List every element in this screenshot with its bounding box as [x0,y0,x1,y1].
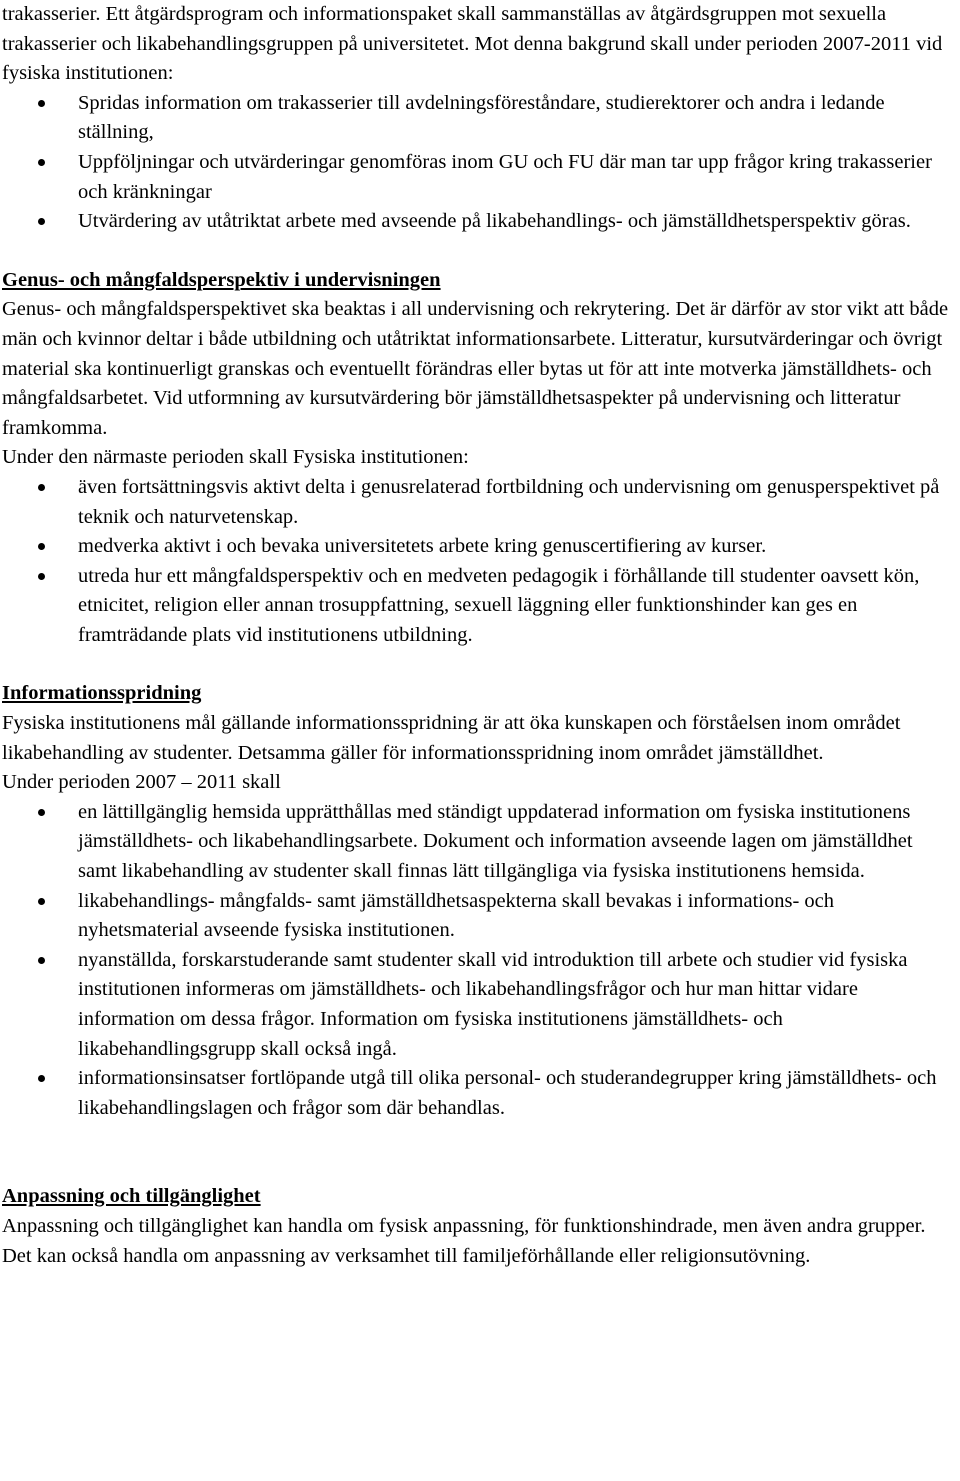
bullet-icon [38,218,45,225]
list-item-text: utreda hur ett mångfaldsperspektiv och en medveten pedagogik i förhållande till studenter oavsett kön, etnicitet, religion eller annan trosuppfattning, sexuell läggning eller funktionshinder kan ges en framträdande plats vid institutionens utbildning. [78,564,920,646]
spacer [2,237,960,266]
list-item [2,532,960,562]
genus-lead: Under den närmaste perioden skall Fysiska institutionen: [2,446,469,469]
list-item [2,562,960,651]
info-bullet-list [2,798,960,1124]
genus-bullet-list [2,473,960,651]
bullet-icon [38,957,45,964]
list-item-text: även fortsättningsvis aktivt delta i genusrelaterad fortbildning och undervisning om genusperspektivet på teknik och naturvetenskap. [78,475,940,528]
bullet-icon [38,543,45,550]
info-paragraph: Fysiska institutionens mål gällande informationsspridning är att öka kunskapen och förståelsen inom området likabehandling av studenter. Detsamma gäller för informationsspridning inom området jämställdhet. [2,712,901,764]
access-paragraph: Anpassning och tillgänglighet kan handla om fysisk anpassning, för funktionshindrade, men även andra grupper. Det kan också handla om anpassning av verksamhet till familjeförhållande eller religionsutövning. [2,1214,926,1267]
list-item-text: informationsinsatser fortlöpande utgå till olika personal- och studerandegrupper kring jämställdhets- och likabehandlingslagen och frågor som där behandlas. [78,1067,937,1119]
list-item [2,887,960,946]
access-heading: Anpassning och tillgänglighet [2,1185,261,1208]
list-item [2,473,960,532]
info-heading: Informationsspridning [2,682,202,705]
list-item [2,798,960,887]
list-item-text: nyanställda, forskarstuderande samt studenter skall vid introduktion till arbete och studier vid fysiska institutionen informeras om jämställdhets- och likabehandlingsfrågor och hur man hittar vidare information om dessa frågor. Information om fysiska institutionens jämställdhets- och likabehandlingsgrupp skall också ingå. [78,948,908,1060]
list-item [2,207,960,237]
list-item [2,89,960,148]
list-item-text: likabehandlings- mångfalds- samt jämställdhetsaspekterna skall bevakas i informations- och nyhetsmaterial avseende fysiska institutionen. [78,889,835,942]
bullet-icon [38,573,45,580]
list-item-text: en lättillgänglig hemsida upprätthållas med ständigt uppdaterad information om fysiska institutionens jämställdhets- och likabehandlingsarbete. Dokument och information avseende lagen om jämställdhet samt likabehandling av studenter skall finnas lätt tillgängliga via fysiska institutionens hemsida. [78,800,913,883]
list-item-text: Uppföljningar och utvärderingar genomföras inom GU och FU där man tar upp frågor kring trakasserier och kränkningar [78,150,932,203]
spacer [2,650,960,679]
bullet-icon [38,898,45,905]
bullet-icon [38,1075,45,1082]
list-item [2,946,960,1064]
genus-heading: Genus- och mångfaldsperspektiv i undervisningen [2,268,441,291]
list-item-text: Spridas information om trakasserier till avdelningsföreståndare, studierektorer och andra i ledande ställning, [78,91,885,144]
spacer [2,1123,960,1182]
bullet-icon [38,809,45,816]
list-item-text: Utvärdering av utåtriktat arbete med avseende på likabehandlings- och jämställdhetsperspektiv göras. [78,210,911,233]
bullet-icon [38,484,45,491]
genus-paragraph: Genus- och mångfaldsperspektivet ska beaktas i all undervisning och rekrytering. Det är därför av stor vikt att både män och kvinnor deltar i både utbildning och utåtriktat informationsarbete. Litteratur, kursutvärderingar och övrigt material ska kontinuerligt granskas och eventuellt förändras eller bytas ut för att inte motverka jämställdhets- och mångfaldsarbetet. Vid utformning av kursutvärdering bör jämställdhetsaspekter på undervisning och litteratur framkomma. [2,298,949,439]
intro-paragraph: trakasserier. Ett åtgärdsprogram och informationspaket skall sammanställas av åtgärdsgruppen mot sexuella trakasserier och likabehandlingsgruppen på universitetet. Mot denna bakgrund skall under perioden 2007-2011 vid fysiska institutionen: [2,3,943,85]
bullet-icon [38,100,45,107]
intro-bullet-list [2,89,960,237]
bullet-icon [38,159,45,166]
list-item [2,1064,960,1123]
info-lead: Under perioden 2007 – 2011 skall [2,771,281,794]
list-item-text: medverka aktivt i och bevaka universitetets arbete kring genuscertifiering av kurser. [78,535,767,558]
list-item [2,148,960,207]
